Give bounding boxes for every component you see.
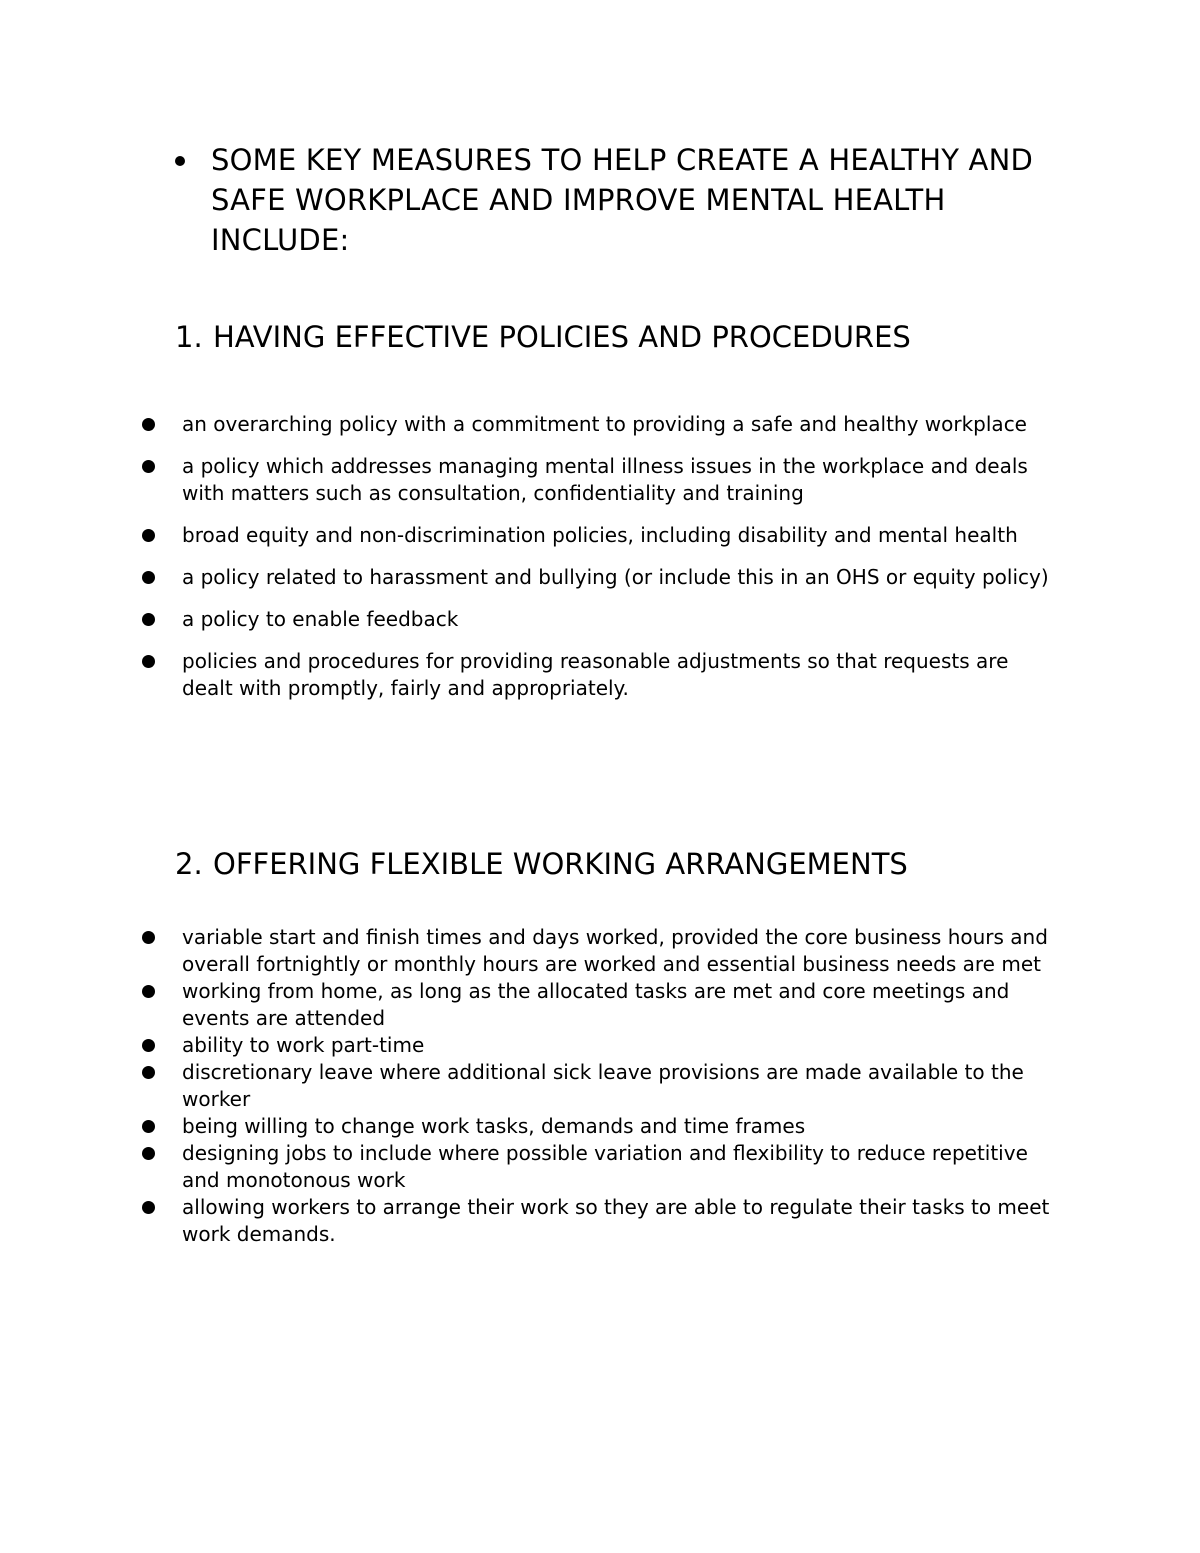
section-number: 1. (175, 320, 203, 354)
list-item-text: a policy which addresses managing mental illness issues in the workplace and deals with matters such as consultation, confidentiality and training (182, 454, 1028, 505)
list-item (0, 1113, 1062, 1140)
list-item-text: working from home, as long as the allocated tasks are met and core meetings and events are attended (182, 979, 1010, 1030)
bullet-icon (142, 931, 155, 944)
list-item (0, 648, 1062, 702)
section-number: 2. (175, 847, 203, 881)
list-item-text: variable start and finish times and days worked, provided the core business hours and overall fortnightly or monthly hours are worked and essential business needs are met (182, 925, 1048, 976)
bullet-icon (142, 1201, 155, 1214)
list-item-text: ability to work part-time (182, 1033, 425, 1057)
list-item-text: discretionary leave where additional sick leave provisions are made available to the worker (182, 1060, 1024, 1111)
list-item (0, 924, 1062, 978)
list-item-text: a policy to enable feedback (182, 607, 459, 631)
section-title: OFFERING FLEXIBLE WORKING ARRANGEMENTS (213, 847, 908, 881)
list-item (0, 411, 1062, 438)
bullet-icon (142, 1066, 155, 1079)
list-item-text: a policy related to harassment and bullying (or include this in an OHS or equity policy) (182, 565, 1049, 589)
list-item (0, 1059, 1062, 1113)
list-item (0, 522, 1062, 549)
bullet-icon (142, 529, 155, 542)
section-heading-2 (175, 844, 908, 884)
bullet-icon (142, 985, 155, 998)
list-item-text: being willing to change work tasks, demands and time frames (182, 1114, 806, 1138)
list-item-text: allowing workers to arrange their work so they are able to regulate their tasks to meet work demands. (182, 1195, 1050, 1246)
list-item-text: policies and procedures for providing reasonable adjustments so that requests are dealt with promptly, fairly and appropriately. (182, 649, 1009, 700)
list-item-text: an overarching policy with a commitment to providing a safe and healthy workplace (182, 412, 1027, 436)
list-item (0, 1032, 1062, 1059)
list-item (0, 978, 1062, 1032)
bullet-icon (142, 613, 155, 626)
list-item (0, 606, 1062, 633)
bullet-icon (142, 1147, 155, 1160)
list-item-text: designing jobs to include where possible variation and flexibility to reduce repetitive and monotonous work (182, 1141, 1028, 1192)
bullet-icon (142, 571, 155, 584)
bullet-icon (142, 655, 155, 668)
flexible-arrangements-list (0, 924, 1200, 1248)
policies-list (0, 411, 1200, 717)
section-title: HAVING EFFECTIVE POLICIES AND PROCEDURES (213, 320, 911, 354)
list-item (0, 1194, 1062, 1248)
bullet-icon (142, 460, 155, 473)
bullet-icon (142, 418, 155, 431)
bullet-icon (142, 1039, 155, 1052)
list-item (0, 453, 1062, 507)
list-item (0, 564, 1062, 591)
list-item-text: broad equity and non-discrimination policies, including disability and mental health (182, 523, 1018, 547)
intro-heading: SOME KEY MEASURES TO HELP CREATE A HEALTHY AND SAFE WORKPLACE AND IMPROVE MENTAL HEALTH INCLUDE: (211, 143, 1034, 257)
list-item (0, 1140, 1062, 1194)
intro-bullet-icon (175, 156, 185, 166)
section-heading-1 (175, 317, 911, 357)
bullet-icon (142, 1120, 155, 1133)
